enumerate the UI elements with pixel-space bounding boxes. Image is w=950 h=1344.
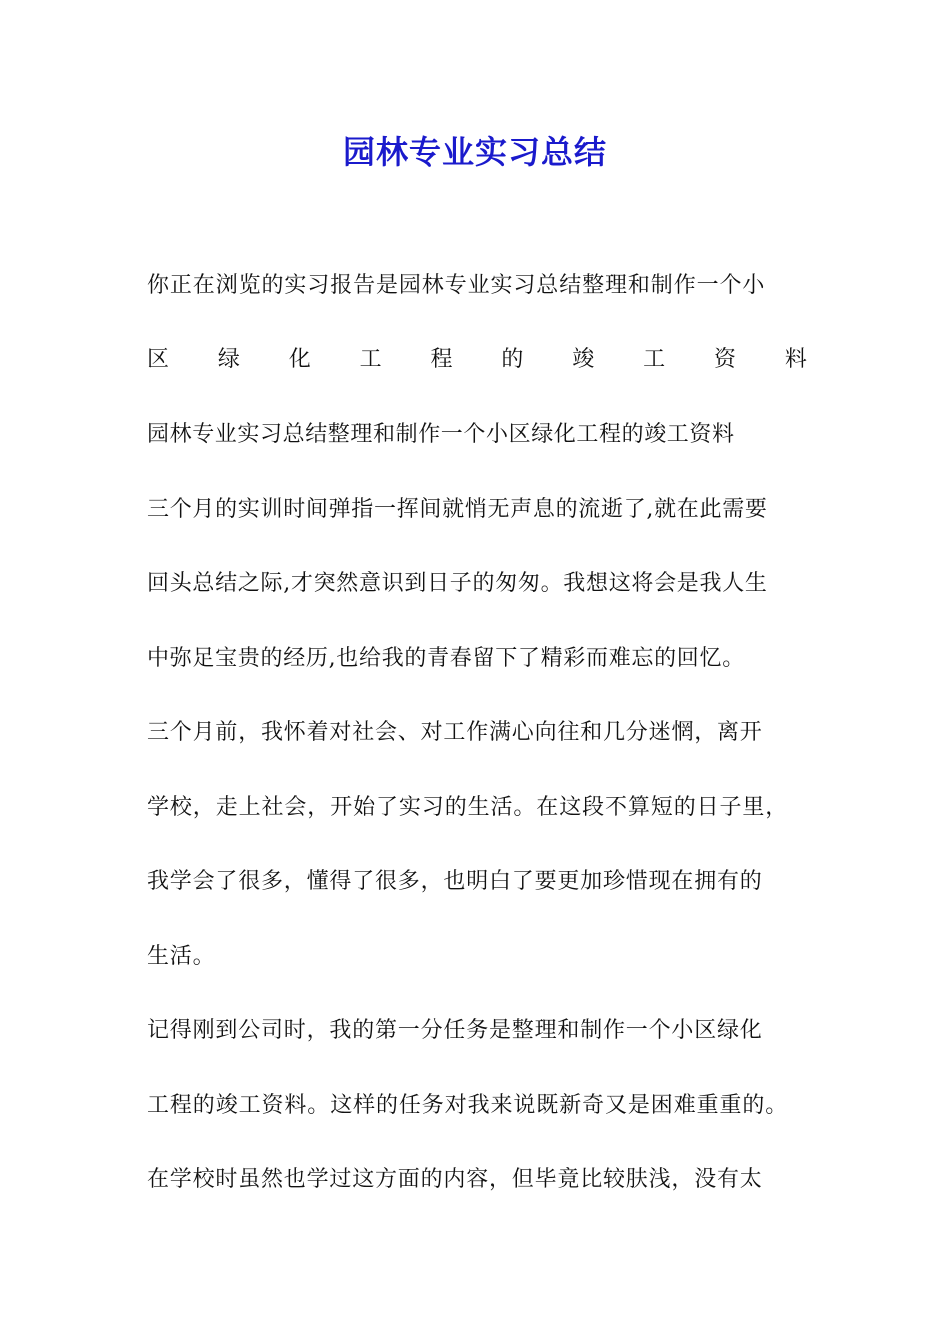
body-line: 园林专业实习总结整理和制作一个小区绿化工程的竣工资料 bbox=[147, 422, 735, 447]
justified-char: 工 bbox=[359, 347, 382, 372]
body-line: 在学校时虽然也学过这方面的内容，但毕竟比较肤浅，没有太 bbox=[147, 1167, 763, 1192]
body-line-justified bbox=[147, 342, 807, 378]
justified-char: 工 bbox=[643, 347, 666, 372]
justified-char: 资 bbox=[714, 347, 737, 372]
justified-char: 区 bbox=[147, 347, 170, 372]
justified-char: 的 bbox=[501, 347, 524, 372]
body-line: 生活。 bbox=[147, 944, 216, 969]
body-line: 你正在浏览的实习报告是园林专业实习总结整理和制作一个小 bbox=[147, 273, 766, 298]
body-line: 记得刚到公司时，我的第一分任务是整理和制作一个小区绿化 bbox=[147, 1018, 763, 1043]
justified-char: 料 bbox=[784, 347, 807, 372]
body-line: 三个月的实训时间弹指一挥间就悄无声息的流逝了,就在此需要 bbox=[147, 497, 768, 522]
body-line: 我学会了很多，懂得了很多，也明白了要更加珍惜现在拥有的 bbox=[147, 869, 763, 894]
justified-char: 程 bbox=[430, 347, 453, 372]
body-line: 学校，走上社会，开始了实习的生活。在这段不算短的日子里， bbox=[147, 795, 789, 820]
body-line: 回头总结之际,才突然意识到日子的匆匆。我想这将会是我人生 bbox=[147, 571, 768, 596]
body-line: 工程的竣工资料。这样的任务对我来说既新奇又是困难重重的。 bbox=[147, 1093, 789, 1118]
justified-char: 化 bbox=[288, 347, 311, 372]
justified-char: 竣 bbox=[572, 347, 595, 372]
justified-char: 绿 bbox=[217, 347, 240, 372]
body-line: 三个月前，我怀着对社会、对工作满心向往和几分迷惘，离开 bbox=[147, 720, 763, 745]
body-line: 中弥足宝贵的经历,也给我的青春留下了精彩而难忘的回忆。 bbox=[147, 646, 745, 671]
document-title: 园林专业实习总结 bbox=[342, 133, 607, 171]
